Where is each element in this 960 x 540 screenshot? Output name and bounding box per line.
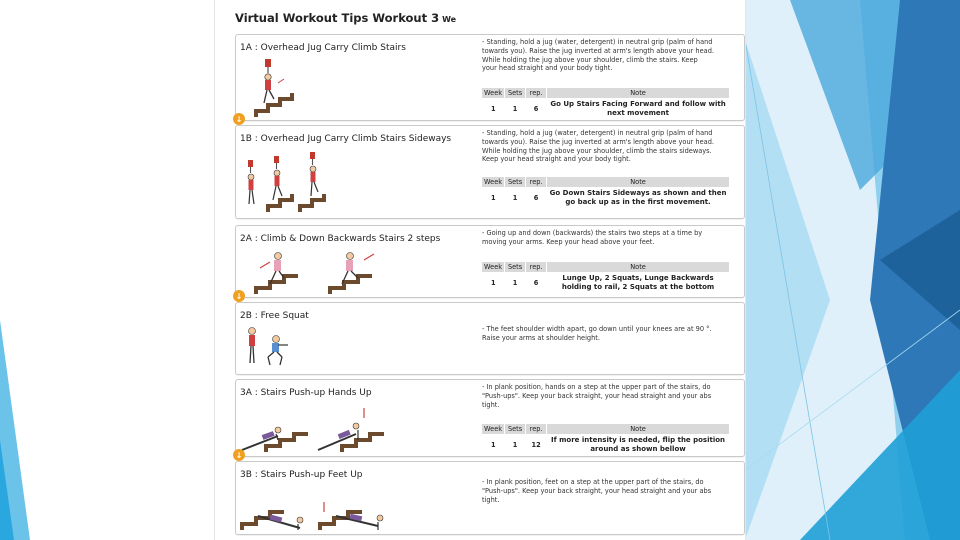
exercise-illustration (238, 55, 338, 119)
arrow-down-icon[interactable]: ↓ (233, 449, 245, 461)
sets-header: Sets (505, 177, 526, 187)
note-header: Note (547, 177, 730, 187)
week-header: Week (482, 177, 505, 187)
sets-header: Sets (505, 88, 526, 98)
exercise-description: - Standing, hold a jug (water, detergent) in neutral grip (palm of hand towards you). Raise the jug inverted at arm's length above your head. While holding the jug above your shoulder, climb the stairs. Keep your head straight and your body tight. (482, 38, 714, 73)
note-value: Go Up Stairs Facing Forward and follow with next movement (550, 100, 726, 117)
week-value: 1 (490, 193, 496, 202)
rep-header: rep. (526, 424, 547, 434)
sheet-title (235, 11, 456, 25)
exercise-card-1b (235, 125, 745, 219)
rep-header: rep. (526, 88, 547, 98)
rep-value: 6 (533, 104, 539, 113)
sets-header: Sets (505, 424, 526, 434)
week-header: Week (482, 424, 505, 434)
arrow-down-icon[interactable]: ↓ (233, 113, 245, 125)
exercise-card-1a (235, 34, 745, 124)
exercise-description: - Going up and down (backwards) the stairs two steps at a time by moving your arms. Keep your head above your feet. (482, 229, 703, 246)
exercise-parameters-table (482, 262, 730, 294)
week-value: 1 (490, 104, 496, 113)
exercise-parameters-table (482, 88, 730, 120)
exercise-title: 1B : Overhead Jug Carry Climb Stairs Sideways (240, 134, 452, 144)
sets-value: 1 (512, 193, 518, 202)
note-value: If more intensity is needed, flip the position around as shown bellow (551, 436, 726, 453)
exercise-card-2a (235, 225, 745, 301)
week-value: 1 (490, 278, 496, 287)
left-edge-decoration (0, 240, 60, 540)
note-value: Go Down Stairs Sideways as shown and then go back up as in the first movement. (549, 189, 727, 206)
note-header: Note (547, 262, 730, 272)
exercise-card-3a (235, 379, 745, 460)
exercise-parameters-table (482, 177, 730, 209)
exercise-illustration (238, 323, 298, 373)
exercise-description: - The feet shoulder width apart, go down until your knees are at 90 °. Raise your arms at shoulder height. (482, 325, 712, 342)
note-value: Lunge Up, 2 Squats, Lunge Backwards holding to rail, 2 Squats at the bottom (561, 274, 715, 291)
rep-value: 6 (533, 193, 539, 202)
exercise-illustration (238, 482, 398, 532)
rep-value: 12 (531, 440, 541, 449)
sets-value: 1 (512, 104, 518, 113)
rep-header: rep. (526, 177, 547, 187)
rep-header: rep. (526, 262, 547, 272)
exercise-title: 1A : Overhead Jug Carry Climb Stairs (240, 43, 406, 53)
exercise-title: 3B : Stairs Push-up Feet Up (240, 470, 363, 480)
sheet-title-text: Virtual Workout Tips Workout 3 (235, 11, 440, 25)
exercise-illustration (238, 400, 398, 454)
week-header: Week (482, 262, 505, 272)
exercise-parameters-table (482, 424, 730, 456)
exercise-description: - In plank position, feet on a step at the upper part of the stairs, do "Push-ups". Keep your back straight, your head straight and your abs tight. (482, 478, 712, 504)
sets-value: 1 (512, 440, 518, 449)
rep-value: 6 (533, 278, 539, 287)
arrow-down-icon[interactable]: ↓ (233, 290, 245, 302)
exercise-illustration (238, 146, 348, 216)
sets-value: 1 (512, 278, 518, 287)
week-header: Week (482, 88, 505, 98)
exercise-description: - Standing, hold a jug (water, detergent) in neutral grip (palm of hand towards you). Raise the jug inverted at arm's length above your head. While holding the jug above your shoulder, climb the stairs sideways. Keep your head straight and your body tight. (482, 129, 714, 164)
exercise-illustration (238, 246, 388, 296)
note-header: Note (547, 424, 730, 434)
note-header: Note (547, 88, 730, 98)
sets-header: Sets (505, 262, 526, 272)
sheet-title-suffix: We (442, 15, 457, 24)
exercise-title: 2B : Free Squat (240, 311, 309, 321)
week-value: 1 (490, 440, 496, 449)
exercise-card-2b (235, 302, 745, 375)
exercise-description: - In plank position, hands on a step at the upper part of the stairs, do "Push-ups". Keep your back straight, your head straight and your abs tight. (482, 383, 712, 409)
exercise-card-3b (235, 461, 745, 535)
workout-sheet (214, 0, 746, 540)
exercise-title: 2A : Climb & Down Backwards Stairs 2 steps (240, 234, 441, 244)
exercise-title: 3A : Stairs Push-up Hands Up (240, 388, 372, 398)
